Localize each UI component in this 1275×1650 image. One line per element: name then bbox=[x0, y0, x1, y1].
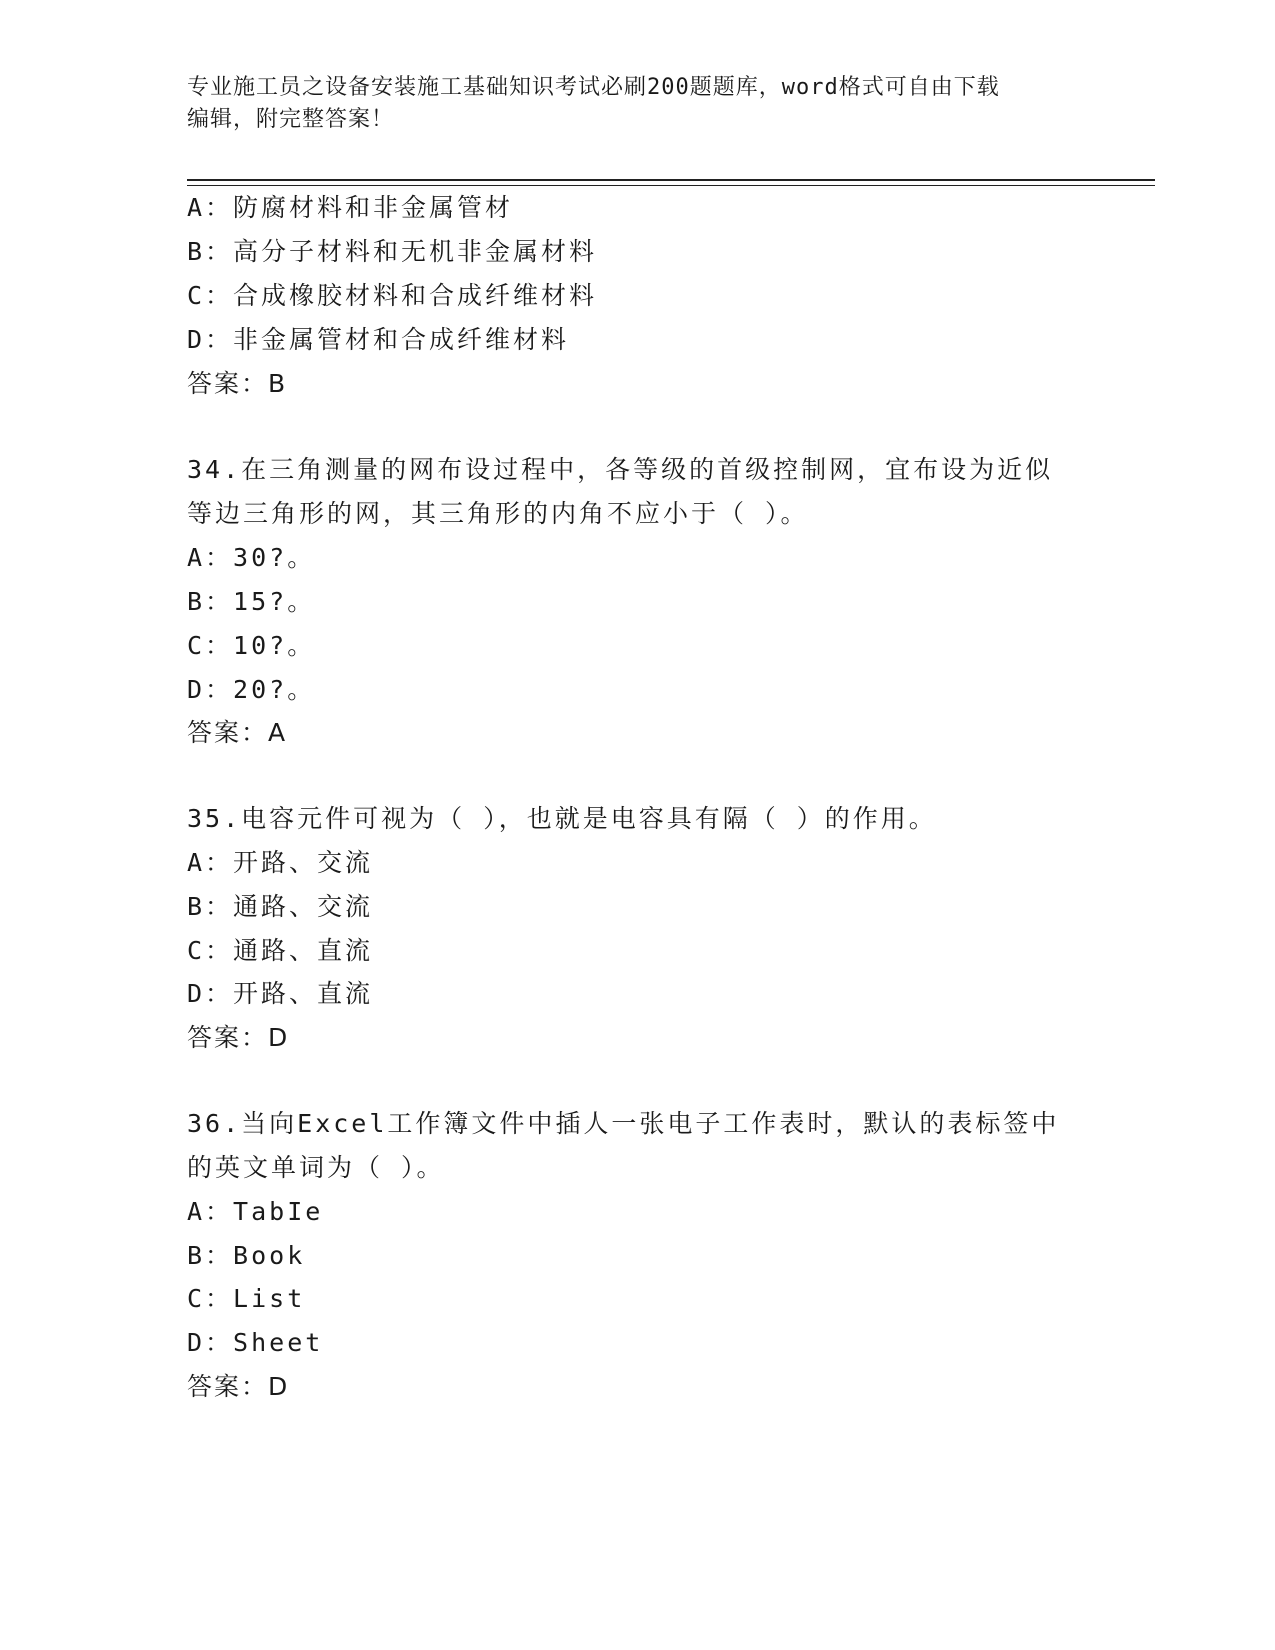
q34-option-b: B：15?。 bbox=[187, 587, 316, 616]
q34-answer: 答案：A bbox=[187, 718, 288, 747]
q33-option-a: A：防腐材料和非金属管材 bbox=[187, 193, 514, 222]
q35-option-d: D：开路、直流 bbox=[187, 979, 374, 1008]
q33-option-d: D：非金属管材和合成纤维材料 bbox=[187, 325, 570, 354]
q33-answer: 答案：B bbox=[187, 369, 288, 398]
q34-option-c: C：10?。 bbox=[187, 631, 316, 660]
header-divider-thin bbox=[187, 185, 1155, 186]
q36-stem-line-2: 的英文单词为（ ）。 bbox=[187, 1153, 445, 1182]
q36-stem-line-1: 36.当向Excel工作簿文件中插人一张电子工作表时，默认的表标签中 bbox=[187, 1109, 1060, 1138]
header-title-line-2: 编辑，附完整答案！ bbox=[187, 107, 395, 132]
q36-answer: 答案：D bbox=[187, 1372, 290, 1401]
header-divider-thick bbox=[187, 179, 1155, 181]
q35-answer: 答案：D bbox=[187, 1023, 290, 1052]
q34-option-d: D：20?。 bbox=[187, 675, 316, 704]
q36-option-a: A：TabIe bbox=[187, 1197, 324, 1226]
q33-option-b: B：高分子材料和无机非金属材料 bbox=[187, 237, 598, 266]
q35-option-a: A：开路、交流 bbox=[187, 848, 374, 877]
q35-option-b: B：通路、交流 bbox=[187, 892, 374, 921]
q35-stem-line-1: 35.电容元件可视为（ ），也就是电容具有隔（ ）的作用。 bbox=[187, 804, 937, 833]
q36-option-c: C：List bbox=[187, 1284, 306, 1313]
q34-stem-line-2: 等边三角形的网，其三角形的内角不应小于（ ）。 bbox=[187, 499, 809, 528]
q34-stem-line-1: 34.在三角测量的网布设过程中，各等级的首级控制网，宜布设为近似 bbox=[187, 455, 1054, 484]
q34-option-a: A：30?。 bbox=[187, 543, 316, 572]
q33-option-c: C：合成橡胶材料和合成纤维材料 bbox=[187, 281, 598, 310]
q36-option-b: B：Book bbox=[187, 1241, 306, 1270]
document-header bbox=[187, 72, 1087, 136]
q36-option-d: D：Sheet bbox=[187, 1328, 324, 1357]
header-title-line-1: 专业施工员之设备安装施工基础知识考试必刷200题题库，word格式可自由下载 bbox=[187, 75, 1000, 100]
q35-option-c: C：通路、直流 bbox=[187, 936, 374, 965]
